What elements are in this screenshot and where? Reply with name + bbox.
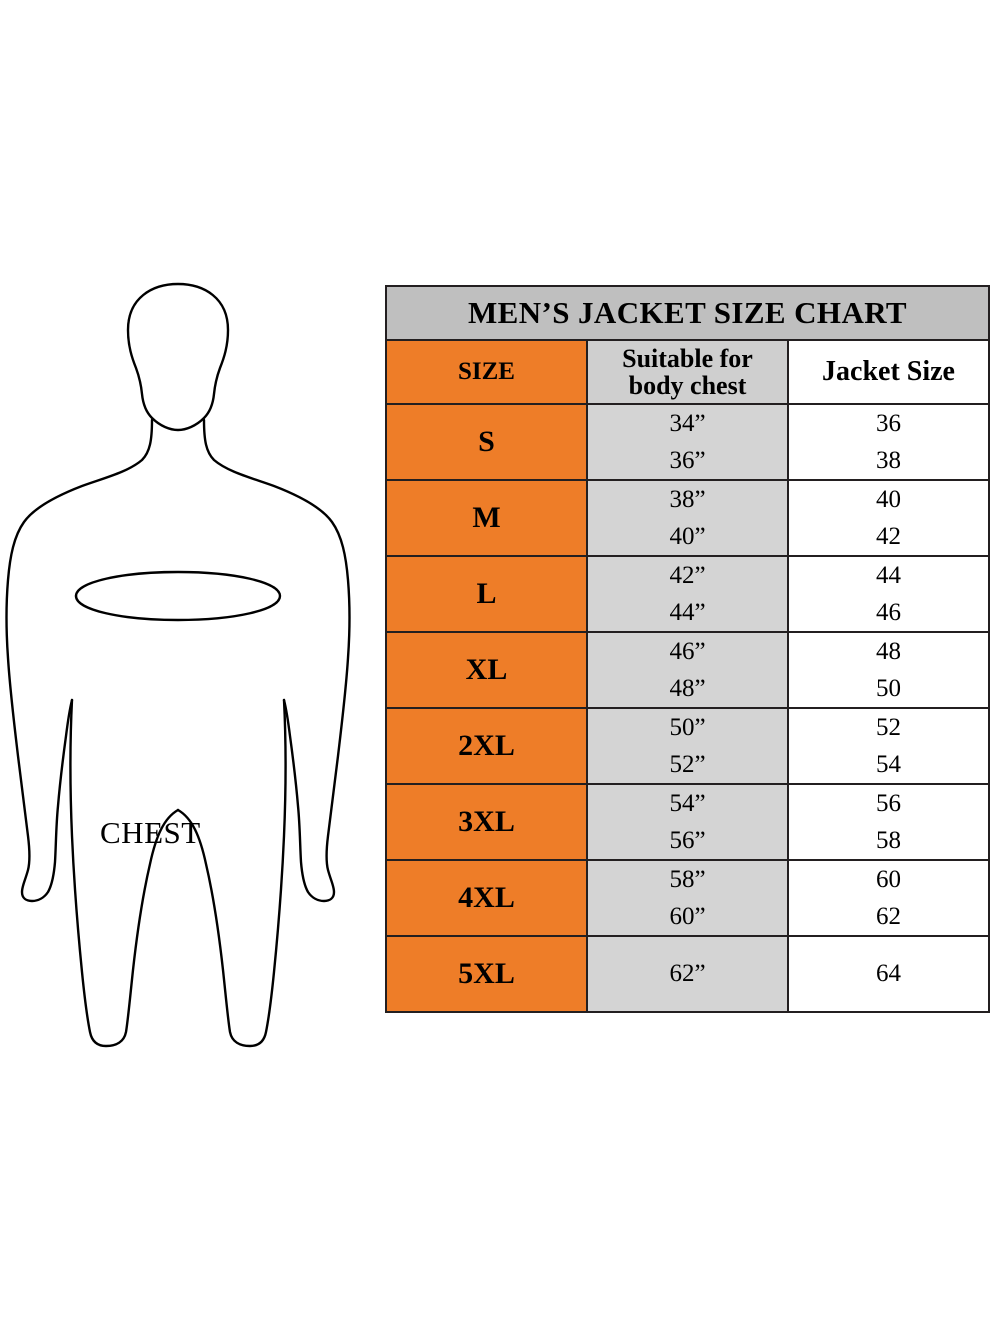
row-jacket-value: 40 [876, 486, 901, 513]
row-jacket-value: 46 [876, 599, 901, 626]
header-size: SIZE [386, 340, 587, 404]
row-jacket-value: 58 [876, 827, 901, 854]
row-chest-value: 42” [669, 562, 706, 589]
row-jacket [788, 708, 989, 784]
row-chest-value: 52” [669, 751, 706, 778]
row-chest [587, 784, 788, 860]
row-size: 3XL [386, 784, 587, 860]
table-row [386, 404, 989, 480]
table-row [386, 480, 989, 556]
table-row [386, 936, 989, 1012]
row-jacket [788, 480, 989, 556]
row-chest [587, 632, 788, 708]
table-row [386, 556, 989, 632]
row-size: 2XL [386, 708, 587, 784]
row-jacket-value: 38 [876, 447, 901, 474]
row-jacket [788, 936, 989, 1012]
row-chest-value: 36” [669, 447, 706, 474]
row-jacket-value: 50 [876, 675, 901, 702]
row-chest-value: 34” [669, 410, 706, 437]
row-jacket [788, 632, 989, 708]
row-chest [587, 936, 788, 1012]
header-jacket-size: Jacket Size [788, 340, 989, 404]
row-jacket-value: 52 [876, 714, 901, 741]
chart-title: MEN’S JACKET SIZE CHART [386, 286, 989, 340]
row-chest-value: 46” [669, 638, 706, 665]
row-chest-value: 50” [669, 714, 706, 741]
row-chest [587, 708, 788, 784]
table-row [386, 708, 989, 784]
row-jacket-value: 42 [876, 523, 901, 550]
table-title-row [386, 286, 989, 340]
row-size: 5XL [386, 936, 587, 1012]
row-jacket-value: 36 [876, 410, 901, 437]
row-chest-value: 48” [669, 675, 706, 702]
row-jacket-value: 54 [876, 751, 901, 778]
row-jacket-value: 56 [876, 790, 901, 817]
row-jacket [788, 860, 989, 936]
header-body-chest-line1: Suitable for [622, 343, 753, 373]
row-size: M [386, 480, 587, 556]
row-size: S [386, 404, 587, 480]
row-chest [587, 556, 788, 632]
row-chest-value: 38” [669, 486, 706, 513]
row-chest-value: 58” [669, 866, 706, 893]
row-chest-value: 62” [669, 960, 706, 987]
header-body-chest [587, 340, 788, 404]
row-jacket-value: 60 [876, 866, 901, 893]
table-row [386, 784, 989, 860]
row-chest-value: 54” [669, 790, 706, 817]
row-chest [587, 860, 788, 936]
row-jacket [788, 404, 989, 480]
row-jacket [788, 784, 989, 860]
row-chest-value: 60” [669, 903, 706, 930]
table-row [386, 632, 989, 708]
row-chest-value: 56” [669, 827, 706, 854]
row-jacket [788, 556, 989, 632]
row-jacket-value: 64 [876, 960, 901, 987]
row-size: 4XL [386, 860, 587, 936]
male-torso-outline-icon [0, 270, 360, 1050]
row-jacket-value: 62 [876, 903, 901, 930]
body-figure-panel [0, 270, 360, 1050]
header-body-chest-line2: body chest [628, 371, 747, 400]
row-chest [587, 480, 788, 556]
size-chart-table [385, 285, 990, 1013]
chest-label: CHEST [100, 815, 201, 850]
row-size: L [386, 556, 587, 632]
row-chest-value: 44” [669, 599, 706, 626]
row-size: XL [386, 632, 587, 708]
table-row [386, 860, 989, 936]
row-jacket-value: 48 [876, 638, 901, 665]
row-chest [587, 404, 788, 480]
row-chest-value: 40” [669, 523, 706, 550]
row-jacket-value: 44 [876, 562, 901, 589]
table-header-row [386, 340, 989, 404]
